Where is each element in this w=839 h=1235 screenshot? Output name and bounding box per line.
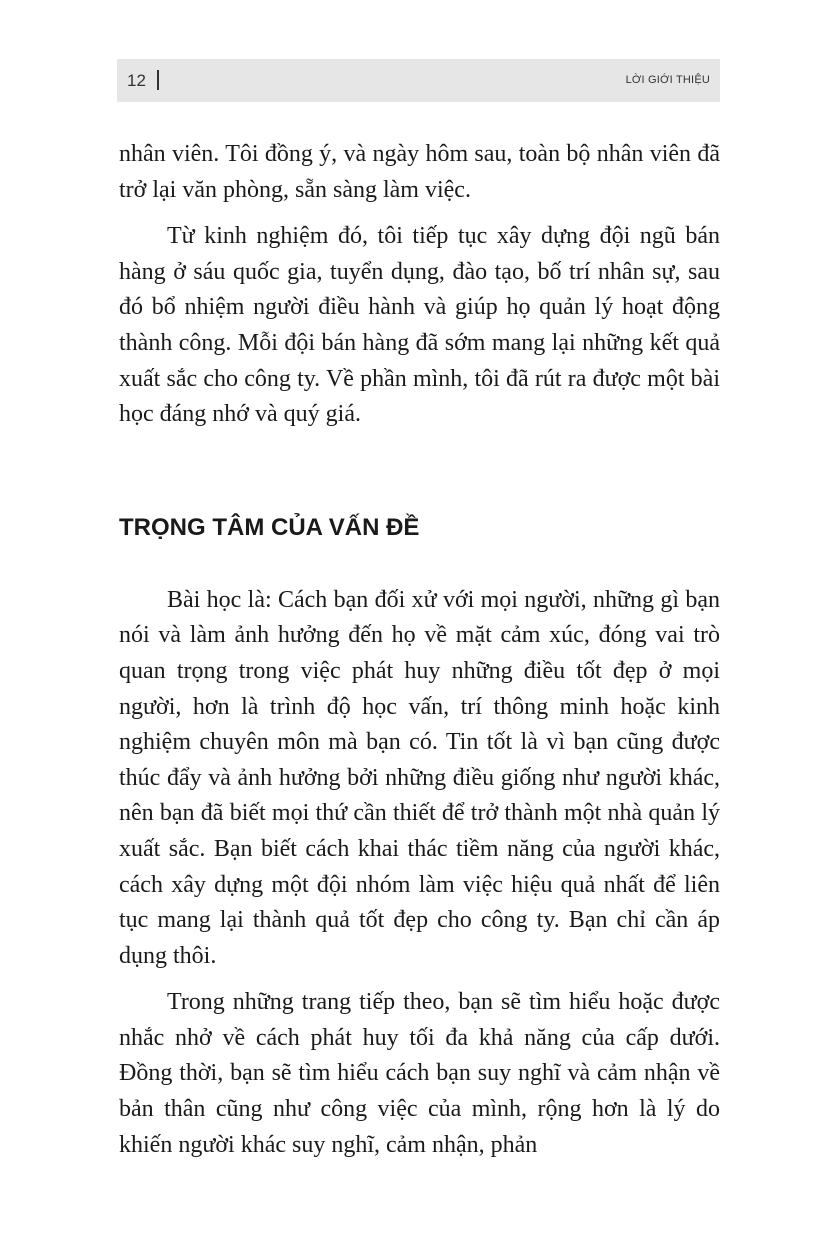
paragraph-continued: nhân viên. Tôi đồng ý, và ngày hôm sau, toàn bộ nhân viên đã trở lại văn phòng, sẵn sàng làm việc. <box>119 141 720 203</box>
paragraph: Trong những trang tiếp theo, bạn sẽ tìm hiểu hoặc được nhắc nhở về cách phát huy tối đa khả năng của cấp dưới. Đồng thời, bạn sẽ tìm hiểu cách bạn suy nghĩ và cảm nhận về bản thân cũng như công việc của mình, rộng hơn là lý do khiến người khác suy nghĩ, cảm nhận, phản <box>119 989 720 1158</box>
running-title: LỜI GIỚI THIỆU <box>625 74 710 86</box>
running-header <box>117 59 720 102</box>
section-heading: TRỌNG TÂM CỦA VẤN ĐỀ <box>119 513 420 541</box>
paragraph: Từ kinh nghiệm đó, tôi tiếp tục xây dựng đội ngũ bán hàng ở sáu quốc gia, tuyển dụng, đào tạo, bố trí nhân sự, sau đó bổ nhiệm người điều hành và giúp họ quản lý hoạt động thành công. Mỗi đội bán hàng đã sớm mang lại những kết quả xuất sắc cho công ty. Về phần mình, tôi đã rút ra được một bài học đáng nhớ và quý giá. <box>119 223 720 428</box>
page-body <box>119 137 720 1163</box>
page-number: 12 <box>127 71 146 90</box>
paragraph: Bài học là: Cách bạn đối xử với mọi người, những gì bạn nói và làm ảnh hưởng đến họ về mặt cảm xúc, đóng vai trò quan trọng trong việc phát huy những điều tốt đẹp ở mọi người, hơn là trình độ học vấn, trí thông minh hoặc kinh nghiệm chuyên môn mà bạn có. Tin tốt là vì bạn cũng được thúc đẩy và ảnh hưởng bởi những điều giống như người khác, nên bạn đã biết mọi thứ cần thiết để trở thành một nhà quản lý xuất sắc. Bạn biết cách khai thác tiềm năng của người khác, cách xây dựng một đội nhóm làm việc hiệu quả nhất để liên tục mang lại thành quả tốt đẹp cho công ty. Bạn chỉ cần áp dụng thôi. <box>119 586 720 969</box>
header-divider <box>157 70 159 90</box>
